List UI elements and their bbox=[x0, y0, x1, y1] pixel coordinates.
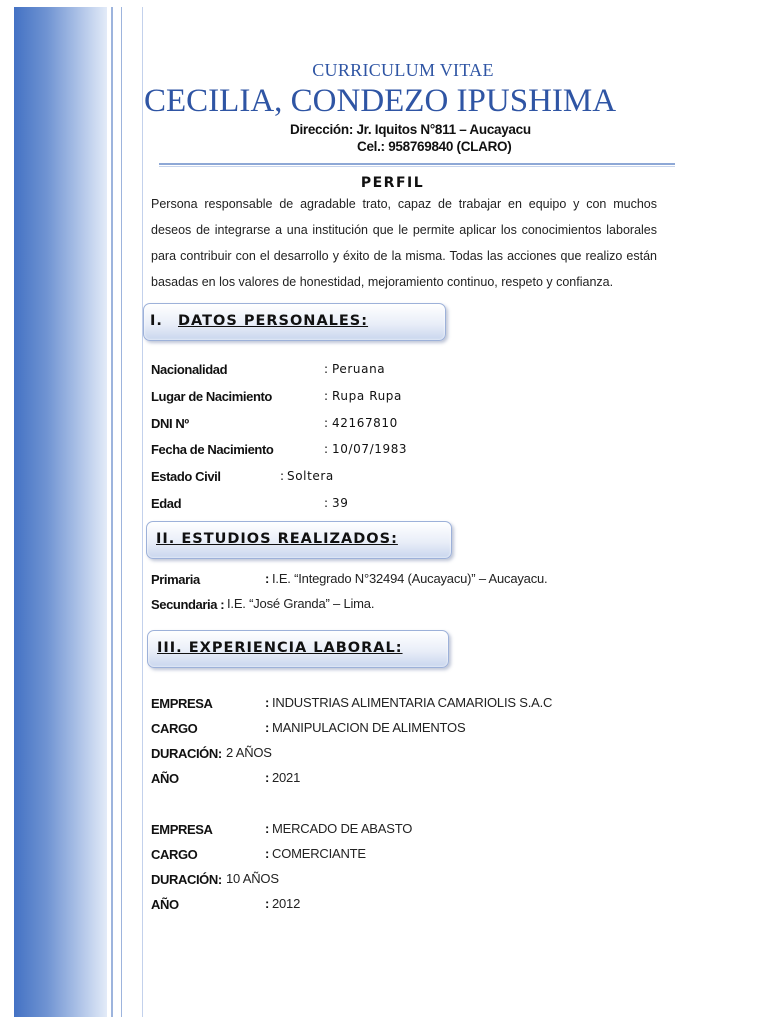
decorative-side-band bbox=[14, 7, 107, 1017]
person-name: CECILIA, CONDEZO IPUSHIMA bbox=[144, 83, 617, 119]
field-label-primaria: Primaria bbox=[151, 572, 200, 587]
field-value-primaria: I.E. “Integrado N°32494 (Aucayacu)” – Aucayacu. bbox=[272, 571, 548, 586]
header-divider bbox=[159, 163, 675, 165]
field-label-dni: DNI Nº bbox=[151, 416, 189, 431]
field-colon: : bbox=[265, 571, 270, 586]
header-divider bbox=[159, 166, 675, 167]
job-label-duracion: DURACIÓN: bbox=[151, 872, 222, 887]
job-empresa: INDUSTRIAS ALIMENTARIA CAMARIOLIS S.A.C bbox=[272, 695, 553, 710]
field-label-fecha: Fecha de Nacimiento bbox=[151, 442, 274, 457]
document-label: CURRICULUM VITAE bbox=[312, 60, 494, 80]
section-title: DATOS PERSONALES: bbox=[178, 313, 369, 329]
address: Dirección: Jr. Iquitos N°811 – Aucayacu bbox=[290, 122, 531, 137]
field-colon: : bbox=[324, 362, 329, 376]
job-label-duracion: DURACIÓN: bbox=[151, 746, 222, 761]
field-colon: : bbox=[265, 846, 270, 861]
job-empresa: MERCADO DE ABASTO bbox=[272, 821, 413, 836]
decorative-line bbox=[121, 7, 122, 1017]
field-colon: : bbox=[265, 720, 270, 735]
decorative-line bbox=[142, 7, 143, 1017]
job-duracion: 2 AÑOS bbox=[226, 745, 272, 760]
field-label-estado-civil: Estado Civil bbox=[151, 469, 221, 484]
field-value-fecha: 10/07/1983 bbox=[332, 442, 408, 456]
field-colon: : bbox=[324, 416, 329, 430]
section-title: III. EXPERIENCIA LABORAL: bbox=[157, 640, 403, 656]
field-colon: : bbox=[280, 469, 285, 483]
section-title: II. ESTUDIOS REALIZADOS: bbox=[156, 531, 398, 547]
field-colon: : bbox=[324, 389, 329, 403]
field-colon: : bbox=[265, 695, 270, 710]
decorative-line bbox=[111, 7, 113, 1017]
section-number: I. bbox=[150, 313, 163, 329]
field-label-edad: Edad bbox=[151, 496, 182, 511]
job-anio: 2012 bbox=[272, 896, 301, 911]
section-header-estudios bbox=[146, 521, 452, 559]
job-duracion: 10 AÑOS bbox=[226, 871, 279, 886]
field-label-lugar: Lugar de Nacimiento bbox=[151, 389, 272, 404]
job-label-empresa: EMPRESA bbox=[151, 822, 213, 837]
field-colon: : bbox=[265, 770, 270, 785]
field-colon: : bbox=[265, 896, 270, 911]
perfil-text: Persona responsable de agradable trato, capaz de trabajar en equipo y con muchos deseos de integrarse a una institución que le permite aplicar los conocimientos laborales para contribuir con el desarrollo y éxito de la misma. Todas las acciones que realizo están basadas en los valores de honestidad, mejoramiento continuo, respeto y confianza. bbox=[151, 197, 657, 289]
field-colon: : bbox=[324, 442, 329, 456]
field-value-dni: 42167810 bbox=[332, 416, 398, 430]
field-value-nacionalidad: Peruana bbox=[332, 362, 386, 376]
field-label-nacionalidad: Nacionalidad bbox=[151, 362, 228, 377]
job-cargo: MANIPULACION DE ALIMENTOS bbox=[272, 720, 466, 735]
perfil-heading: PERFIL bbox=[360, 175, 425, 191]
section-header-experiencia bbox=[147, 630, 449, 668]
job-label-cargo: CARGO bbox=[151, 721, 198, 736]
field-value-edad: 39 bbox=[332, 496, 349, 510]
field-value-secundaria: I.E. “José Granda” – Lima. bbox=[227, 596, 375, 611]
job-label-empresa: EMPRESA bbox=[151, 696, 213, 711]
job-label-cargo: CARGO bbox=[151, 847, 198, 862]
field-value-estado-civil: Soltera bbox=[287, 469, 334, 483]
field-colon: : bbox=[265, 821, 270, 836]
job-label-anio: AÑO bbox=[151, 897, 179, 912]
field-value-lugar: Rupa Rupa bbox=[332, 389, 402, 403]
field-label-secundaria: Secundaria : bbox=[151, 597, 225, 612]
job-anio: 2021 bbox=[272, 770, 301, 785]
phone: Cel.: 958769840 (CLARO) bbox=[357, 139, 512, 154]
field-colon: : bbox=[324, 496, 329, 510]
job-label-anio: AÑO bbox=[151, 771, 179, 786]
section-header-datos bbox=[143, 303, 446, 341]
job-cargo: COMERCIANTE bbox=[272, 846, 366, 861]
